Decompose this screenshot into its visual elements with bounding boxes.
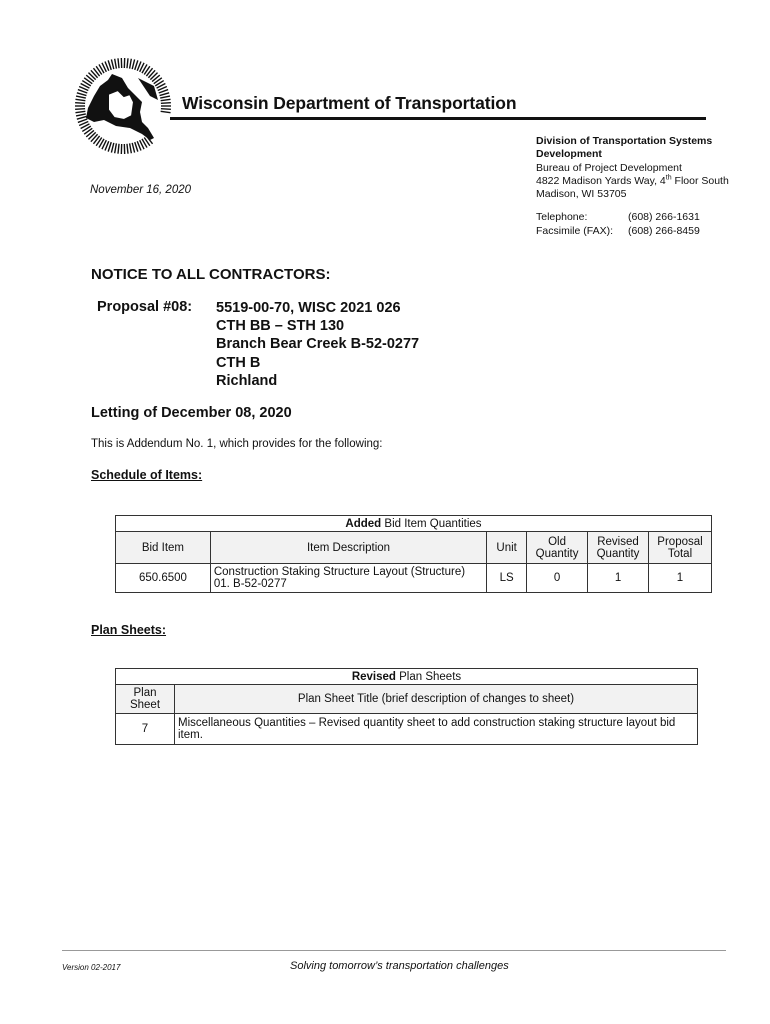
logo-tick [161, 111, 171, 112]
plan-sheets-caption: Revised Plan Sheets [116, 669, 698, 685]
proposal-total-cell: 1 [649, 564, 712, 593]
logo-tick [135, 60, 138, 70]
proposal-line: Branch Bear Creek B-52-0277 [216, 336, 420, 353]
schedule-heading: Schedule of Items: [91, 468, 203, 482]
logo-tick [75, 103, 85, 104]
logo-tick [115, 143, 117, 153]
revised-qty-cell: 1 [588, 564, 649, 593]
logo-tick [118, 58, 119, 68]
logo-tick [160, 93, 170, 96]
bid-items-table [115, 515, 712, 593]
col-header: Old Quantity [527, 532, 588, 564]
proposal-line: 5519-00-70, WISC 2021 026 [216, 300, 401, 316]
logo-tick [75, 99, 85, 100]
col-header: Proposal Total [649, 532, 712, 564]
col-header: Bid Item [116, 532, 211, 564]
col-header: Item Description [210, 532, 486, 564]
logo-tick [76, 114, 86, 116]
col-header: Plan Sheet [116, 685, 175, 714]
city-line: Madison, WI 53705 [536, 188, 627, 201]
logo-tick [77, 116, 87, 119]
logo-tick [111, 59, 113, 69]
col-header: Plan Sheet Title (brief description of changes to sheet) [175, 685, 698, 714]
letter-date: November 16, 2020 [90, 184, 192, 196]
logo-tick [77, 93, 87, 96]
proposal-label: Proposal #08: [97, 299, 193, 315]
bid-items-caption: Added Bid Item Quantities [116, 516, 712, 532]
letting-heading: Letting of December 08, 2020 [91, 405, 292, 421]
logo-tick [132, 143, 134, 153]
sheet-title-cell: Miscellaneous Quantities – Revised quantity sheet to add construction staking structure layout bid item. [175, 714, 698, 745]
logo-tick [75, 111, 85, 112]
fax-row: Facsimile (FAX): (608) 266-8459 [536, 224, 700, 237]
bureau-name: Bureau of Project Development [536, 161, 682, 174]
logo-tick [130, 59, 132, 69]
logo-tick [160, 96, 170, 98]
logo-tick [161, 109, 171, 110]
title-rule [170, 117, 706, 120]
division-name: Division of Transportation Systems Development [536, 135, 713, 161]
logo-tick [161, 99, 171, 100]
org-title: Wisconsin Department of Transportation [182, 93, 517, 113]
logo-swoosh [138, 78, 158, 100]
proposal-details [216, 299, 419, 390]
wisdot-logo [68, 56, 178, 156]
version-label: Version 02-2017 [62, 963, 121, 972]
logo-tick [111, 143, 113, 153]
plan-sheets-heading: Plan Sheets: [91, 623, 167, 637]
unit-cell: LS [487, 564, 527, 593]
street-address: 4822 Madison Yards Way, 4th Floor South [536, 174, 729, 187]
table-header-row [116, 532, 712, 564]
logo-tick [118, 144, 119, 154]
footer-tagline: Solving tomorrow’s transportation challenges [290, 960, 509, 972]
logo-tick [108, 60, 111, 70]
description-cell: Construction Staking Structure Layout (Structure) 01. B-52-0277 [210, 564, 486, 593]
address-block [536, 135, 761, 238]
table-header-row [116, 685, 698, 714]
bid-item-cell: 650.6500 [116, 564, 211, 593]
logo-tick [127, 58, 128, 68]
footer-rule [62, 950, 726, 951]
logo-tick [130, 143, 132, 153]
col-header: Revised Quantity [588, 532, 649, 564]
col-header: Unit [487, 532, 527, 564]
logo-tick [127, 144, 128, 154]
notice-heading: NOTICE TO ALL CONTRACTORS: [91, 266, 331, 283]
logo-tick [132, 59, 134, 69]
logo-tick [161, 103, 171, 104]
logo-tick [115, 59, 117, 69]
plan-sheets-table [115, 668, 698, 745]
logo-tick [76, 96, 86, 98]
logo-tick [108, 142, 111, 152]
logo-tick [75, 109, 85, 110]
logo-tick [135, 142, 138, 152]
table-row [116, 714, 698, 745]
table-row [116, 564, 712, 593]
proposal-line: CTH BB – STH 130 [216, 318, 345, 335]
logo-state-outline [108, 90, 134, 120]
old-qty-cell: 0 [527, 564, 588, 593]
proposal-line: CTH B [216, 354, 261, 371]
sheet-number-cell: 7 [116, 714, 175, 745]
proposal-line: Richland [216, 372, 278, 389]
telephone-row: Telephone: (608) 266-1631 [536, 211, 700, 224]
addendum-text: This is Addendum No. 1, which provides for the following: [91, 438, 383, 450]
